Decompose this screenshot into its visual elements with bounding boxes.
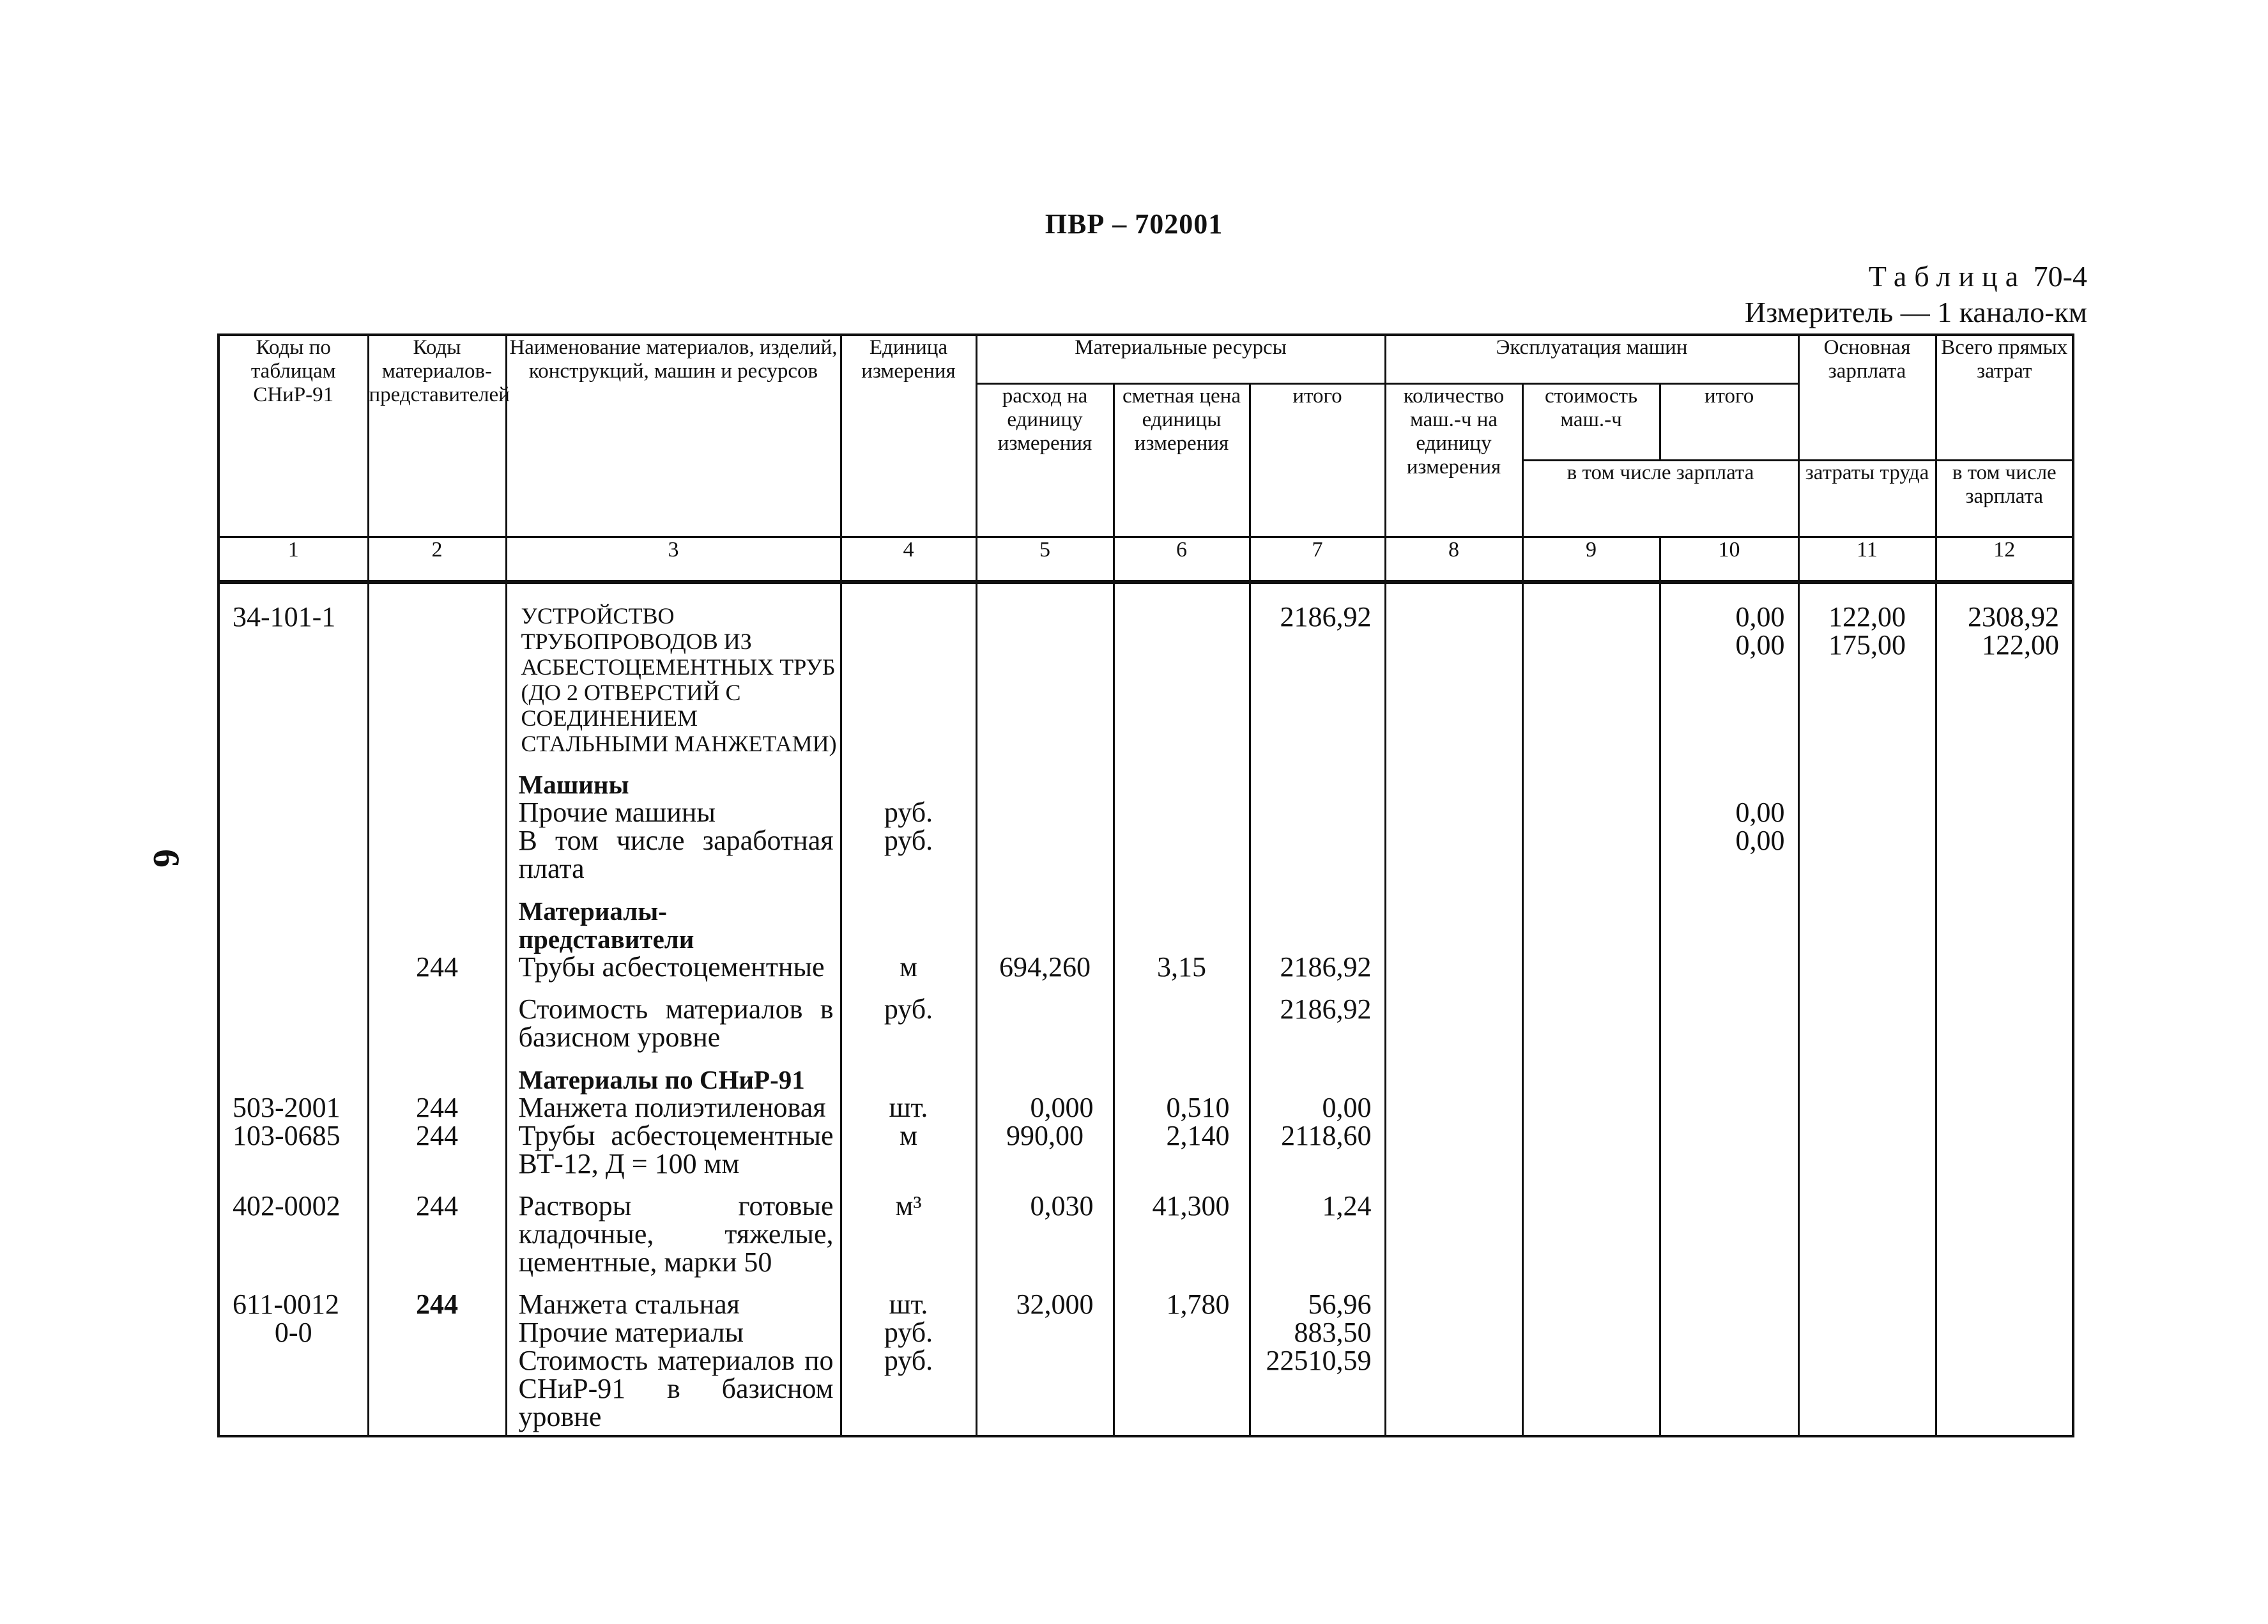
cell-rep-code: 244: [368, 953, 506, 981]
cell-machine-total: [1660, 582, 1798, 756]
col-number: 4: [841, 537, 976, 582]
table-row: [218, 799, 2073, 827]
cell-mat-total: 22510,59: [1250, 1347, 1385, 1436]
col-number: 3: [506, 537, 841, 582]
col-header-codes: Коды по таблицам СНиР-91: [218, 335, 368, 537]
table-row: [218, 827, 2073, 883]
cell-code: 34-101-1: [218, 582, 368, 756]
cell-machine-total: 0,00: [1660, 827, 1798, 883]
value: 0,00: [1735, 629, 1785, 661]
cell-code: 0-0: [218, 1319, 368, 1347]
cell-total-direct: [1936, 582, 2073, 756]
cell-consumption: 0,000: [976, 1094, 1114, 1122]
cell-unit: шт.: [841, 1291, 976, 1319]
cell-mat-total: 883,50: [1250, 1319, 1385, 1347]
cell-machine-total: 0,00: [1660, 799, 1798, 827]
cell-salary: [1798, 582, 1936, 756]
cell-unit: м: [841, 1122, 976, 1178]
cell-consumption: 0,030: [976, 1192, 1114, 1276]
cell-unit: руб.: [841, 995, 976, 1052]
value: 175,00: [1828, 629, 1906, 661]
cell-name: УСТРОЙСТВО ТРУБОПРОВОДОВ ИЗ АСБЕСТОЦЕМЕНТНЫХ ТРУБ (ДО 2 ОТВЕРСТИЙ С СОЕДИНЕНИЕМ СТАЛЬНЫМИ МАНЖЕТАМИ): [506, 582, 841, 756]
col-header-machine-cost: стоимость маш.-ч: [1522, 383, 1660, 460]
col-group-materials: Материальные ресурсы: [976, 335, 1385, 383]
cell-code: 611-0012: [218, 1291, 368, 1319]
cell-name: Трубы асбестоцементные ВТ-12, Д = 100 мм: [506, 1122, 841, 1178]
col-header-machine-total: итого: [1660, 383, 1798, 460]
cell-mat-total: 2186,92: [1250, 582, 1385, 756]
col-header-incl-wages-2: в том числе зарплата: [1936, 460, 2073, 537]
cell-consumption: 694,260: [976, 953, 1114, 981]
cell-unit-price: 2,140: [1114, 1122, 1250, 1178]
cell-name: Стоимость материалов по СНиР-91 в базисном уровне: [506, 1347, 841, 1436]
value: 122,00: [1982, 629, 2060, 661]
section-row: [218, 897, 2073, 953]
cell-unit-price: 3,15: [1114, 953, 1250, 981]
table-row: [218, 1192, 2073, 1276]
col-header-incl-wages: в том числе зарплата: [1522, 460, 1798, 537]
table-row: [218, 1347, 2073, 1436]
cell-mat-total: 2186,92: [1250, 995, 1385, 1052]
page-number: 6: [146, 849, 187, 868]
cell-unit: руб.: [841, 799, 976, 827]
col-number: 12: [1936, 537, 2073, 582]
cell-name: Манжета полиэтиленовая: [506, 1094, 841, 1122]
col-number: 7: [1250, 537, 1385, 582]
value: 122,00: [1828, 601, 1906, 632]
col-number: 2: [368, 537, 506, 582]
section-snir-materials: Материалы по СНиР-91: [506, 1066, 841, 1094]
cell-unit-price: 1,780: [1114, 1291, 1250, 1319]
section-rep-materials: Материалы-представители: [506, 897, 841, 953]
col-header-name: Наименование материалов, изделий, конструкций, машин и ресурсов: [506, 335, 841, 537]
value: 2308,92: [1968, 601, 2060, 632]
cell-unit: руб.: [841, 1319, 976, 1347]
cell-mat-total: 1,24: [1250, 1192, 1385, 1276]
document-title: ПВР – 702001: [1045, 208, 1223, 240]
cell-code: 503-2001: [218, 1094, 368, 1122]
table-caption: [1745, 259, 2087, 330]
cell-unit: руб.: [841, 1347, 976, 1436]
table-label: Таблица: [1868, 260, 2027, 293]
table-row: [218, 582, 2073, 756]
cell-unit: м³: [841, 1192, 976, 1276]
section-row: [218, 1066, 2073, 1094]
cell-unit-price: 0,510: [1114, 1094, 1250, 1122]
cell-mat-total: 0,00: [1250, 1094, 1385, 1122]
resource-table: [217, 333, 2074, 1437]
col-header-rep-codes: Коды материалов-представителей: [368, 335, 506, 537]
cell-name: Стоимость материалов в базисном уровне: [506, 995, 841, 1052]
cell-name: Манжета стальная: [506, 1291, 841, 1319]
table-measure: Измеритель — 1 канало-км: [1744, 296, 2087, 328]
table-number: 70-4: [2033, 260, 2087, 293]
col-header-mat-total: итого: [1250, 383, 1385, 537]
cell-rep-code: 244: [368, 1192, 506, 1276]
col-number: 5: [976, 537, 1114, 582]
col-header-salary: Основная зарплата: [1798, 335, 1936, 460]
table-row: [218, 1094, 2073, 1122]
col-header-consumption: расход на единицу измерения: [976, 383, 1114, 537]
table-row: [218, 1319, 2073, 1347]
col-number: 6: [1114, 537, 1250, 582]
col-number: 9: [1522, 537, 1660, 582]
col-header-total-direct: Всего прямых затрат: [1936, 335, 2073, 460]
cell-mat-total: 2118,60: [1250, 1122, 1385, 1178]
cell-rep-code: 244: [368, 1122, 506, 1178]
col-header-unit-price: сметная цена единицы измерения: [1114, 383, 1250, 537]
cell-name: Растворы готовые кладочные, тяжелые, цементные, марки 50: [506, 1192, 841, 1276]
cell-rep-code: 244: [368, 1291, 506, 1319]
cell-name: В том числе заработная плата: [506, 827, 841, 883]
cell-mat-total: 2186,92: [1250, 953, 1385, 981]
col-header-machine-hours: количество маш.-ч на единицу измерения: [1385, 383, 1522, 537]
table-row: [218, 1122, 2073, 1178]
cell-name: Трубы асбестоцементные: [506, 953, 841, 981]
cell-code: 103-0685: [218, 1122, 368, 1178]
section-machines: Машины: [506, 770, 841, 799]
col-group-machines: Эксплуатация машин: [1385, 335, 1798, 383]
cell-unit-price: 41,300: [1114, 1192, 1250, 1276]
section-row: [218, 770, 2073, 799]
col-number: 11: [1798, 537, 1936, 582]
cell-name: Прочие машины: [506, 799, 841, 827]
cell-consumption: 990,00: [976, 1122, 1114, 1178]
cell-code: 402-0002: [218, 1192, 368, 1276]
col-number: 8: [1385, 537, 1522, 582]
table-row: [218, 995, 2073, 1052]
col-header-unit: Единица измерения: [841, 335, 976, 537]
cell-unit: шт.: [841, 1094, 976, 1122]
cell-unit: м: [841, 953, 976, 981]
cell-rep-code: 244: [368, 1094, 506, 1122]
table-row: [218, 953, 2073, 981]
cell-name: Прочие материалы: [506, 1319, 841, 1347]
col-number: 10: [1660, 537, 1798, 582]
cell-unit: руб.: [841, 827, 976, 883]
col-number: 1: [218, 537, 368, 582]
cell-consumption: 32,000: [976, 1291, 1114, 1319]
value: 0,00: [1735, 601, 1785, 632]
col-header-labor: затраты труда: [1798, 460, 1936, 537]
cell-mat-total: 56,96: [1250, 1291, 1385, 1319]
table-row: [218, 1291, 2073, 1319]
